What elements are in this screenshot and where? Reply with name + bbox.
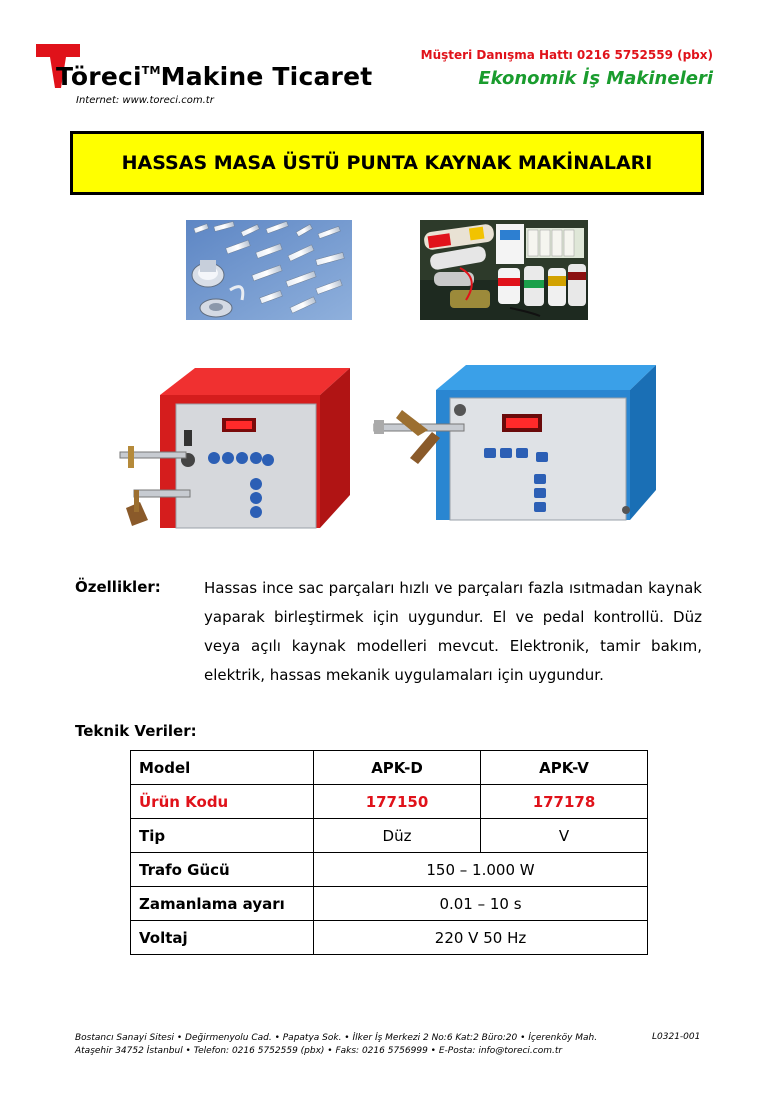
row-label: Voltaj xyxy=(131,921,314,955)
trademark: TM xyxy=(141,64,161,77)
technical-data-label: Teknik Veriler: xyxy=(75,722,197,740)
internet-address[interactable]: Internet: www.toreci.com.tr xyxy=(76,95,214,106)
footer-address xyxy=(75,1032,597,1058)
table-row xyxy=(131,921,648,955)
table-row xyxy=(131,887,648,921)
cell-shared: 150 – 1.000 W xyxy=(314,853,648,887)
page-title-box xyxy=(70,131,704,195)
welding-machines-photo xyxy=(110,340,668,550)
table-row xyxy=(131,751,648,785)
slogan: Ekonomik İş Makineleri xyxy=(478,68,713,89)
table-row xyxy=(131,819,648,853)
row-label: Model xyxy=(131,751,314,785)
footer-line-1: Bostancı Sanayi Sitesi • Değirmenyolu Cad. • Papatya Sok. • İlker İş Merkezi 2 No:6 Kat:2 Büro:20 • İçerenköy Mah. xyxy=(75,1033,598,1043)
customer-hotline: Müşteri Danışma Hattı 0216 5752559 (pbx) xyxy=(420,48,713,62)
brand-rest: Makine Ticaret xyxy=(160,62,373,91)
cell-shared: 0.01 – 10 s xyxy=(314,887,648,921)
table-row xyxy=(131,785,648,819)
footer-line-2: Ataşehir 34752 İstanbul • Telefon: 0216 5752559 (pbx) • Faks: 0216 5756999 • E-Posta: info@toreci.com.tr xyxy=(75,1046,563,1056)
row-label: Trafo Gücü xyxy=(131,853,314,887)
page-title: HASSAS MASA ÜSTÜ PUNTA KAYNAK MAKİNALARI xyxy=(121,152,653,174)
row-label: Zamanlama ayarı xyxy=(131,887,314,921)
cell-apk-v: V xyxy=(481,819,648,853)
brand-toreci: Töreci xyxy=(56,62,142,91)
cell-apk-d: 177150 xyxy=(314,785,481,819)
technical-data-table xyxy=(130,750,648,955)
cell-apk-v: APK-V xyxy=(481,751,648,785)
table-row xyxy=(131,853,648,887)
document-code: L0321-001 xyxy=(652,1032,701,1042)
features-text: Hassas ince sac parçaları hızlı ve parçaları fazla ısıtmadan kaynak yaparak birleştirmek için uygundur. El ve pedal kontrollü. Düz veya açılı kaynak modelleri mevcut. Elektronik, tamir bakım, elektrik, hassas mekanik uygulamaları için uygundur. xyxy=(204,579,702,684)
row-label: Ürün Kodu xyxy=(131,785,314,819)
cell-apk-v: 177178 xyxy=(481,785,648,819)
brand-name xyxy=(56,62,372,91)
battery-packs-photo xyxy=(420,220,588,320)
cell-shared: 220 V 50 Hz xyxy=(314,921,648,955)
row-label: Tip xyxy=(131,819,314,853)
features-label: Özellikler: xyxy=(75,578,161,596)
cell-apk-d: APK-D xyxy=(314,751,481,785)
cell-apk-d: Düz xyxy=(314,819,481,853)
metal-parts-photo xyxy=(186,220,352,320)
